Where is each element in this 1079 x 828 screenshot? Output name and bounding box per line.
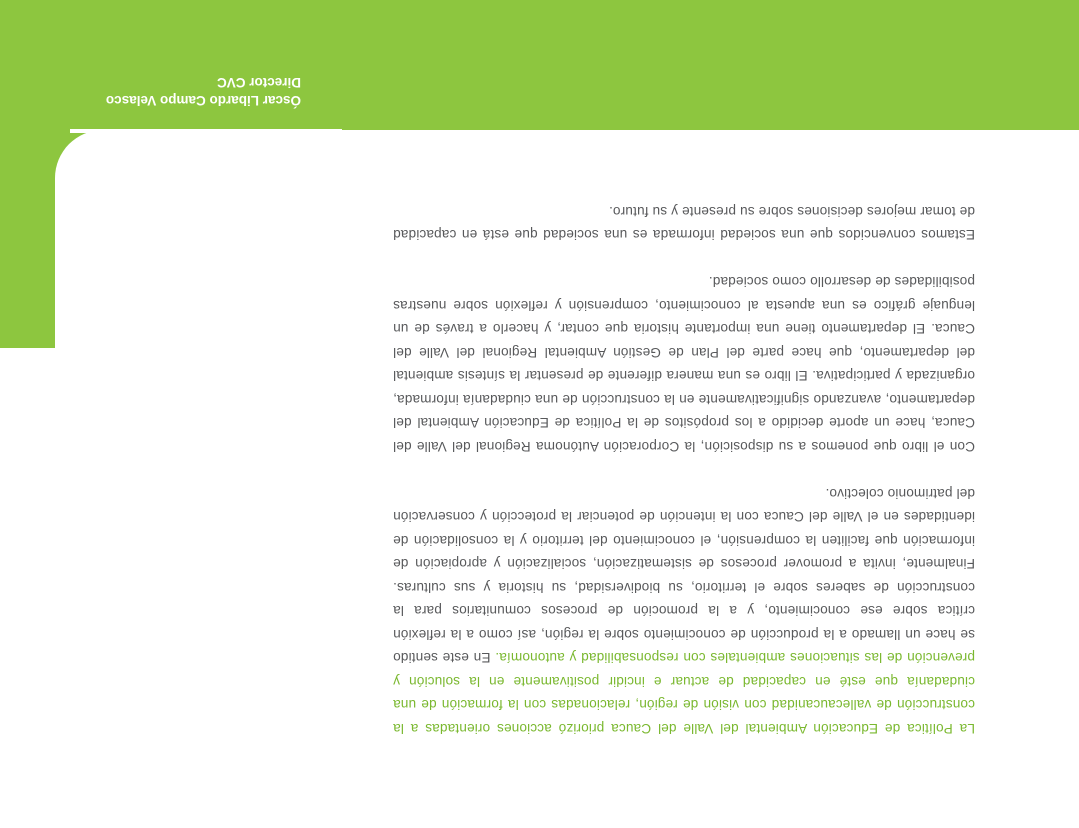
divider-rule [70,129,342,133]
body-text [393,176,975,740]
paragraph-3: Estamos convencidos que una sociedad informada es una sociedad que está en capacidad de tomar mejores decisiones sobre su presente y su futuro. [393,204,975,243]
paragraph-1 [393,482,975,741]
signatory-role: Director CVC [216,75,301,90]
paragraph-2: Con el libro que ponemos a su disposición, la Corporación Autónoma Regional del Valle del Cauca, hace un aporte decidido a los propósitos de la Política de Educación Ambiental del departamento, avanzando significativamente en la construcción de una ciudadanía informada, organizada y participativa. El libro es una manera diferente de presentar la síntesis ambiental del departamento, que hace parte del Plan de Gestión Ambiental Regional del Valle del Cauca. El departamento tiene una importante historia que contar, y hacerlo a través de un lenguaje gráfico es una apuesta al conocimiento, comprensión y reflexión sobre nuestras posibilidades de desarrollo como sociedad. [393,274,975,454]
paragraph-1-rest: En este sentido se hace un llamado a la producción de conocimiento sobre la región, así como a la reflexión crítica sobre ese conocimiento, y a la promoción de procesos comunitarios para la construcción de saberes sobre el territorio, su biodiversidad, su historia y sus culturas. Finalmente, invita a promover procesos de sistematización, socialización y apropiación de información que faciliten la comprensión, el conocimiento del territorio y la consolidación de identidades en el Valle del Cauca con la intención de potenciar la protección y conservación del patrimonio colectivo. [393,486,975,666]
signatory-name: Óscar Libardo Campo Velasco [105,93,301,108]
highlighted-statement: La Política de Educación Ambiental del Valle del Cauca priorizó acciones orientadas a la construcción de vallecaucanidad con visión de región, relacionadas con la formación de una ciudadanía que esté en capacidad de actuar e incidir positivamente en la solución y prevención de las situaciones ambientales con responsabilidad y autonomía. [393,650,975,736]
signature-block [41,73,301,109]
